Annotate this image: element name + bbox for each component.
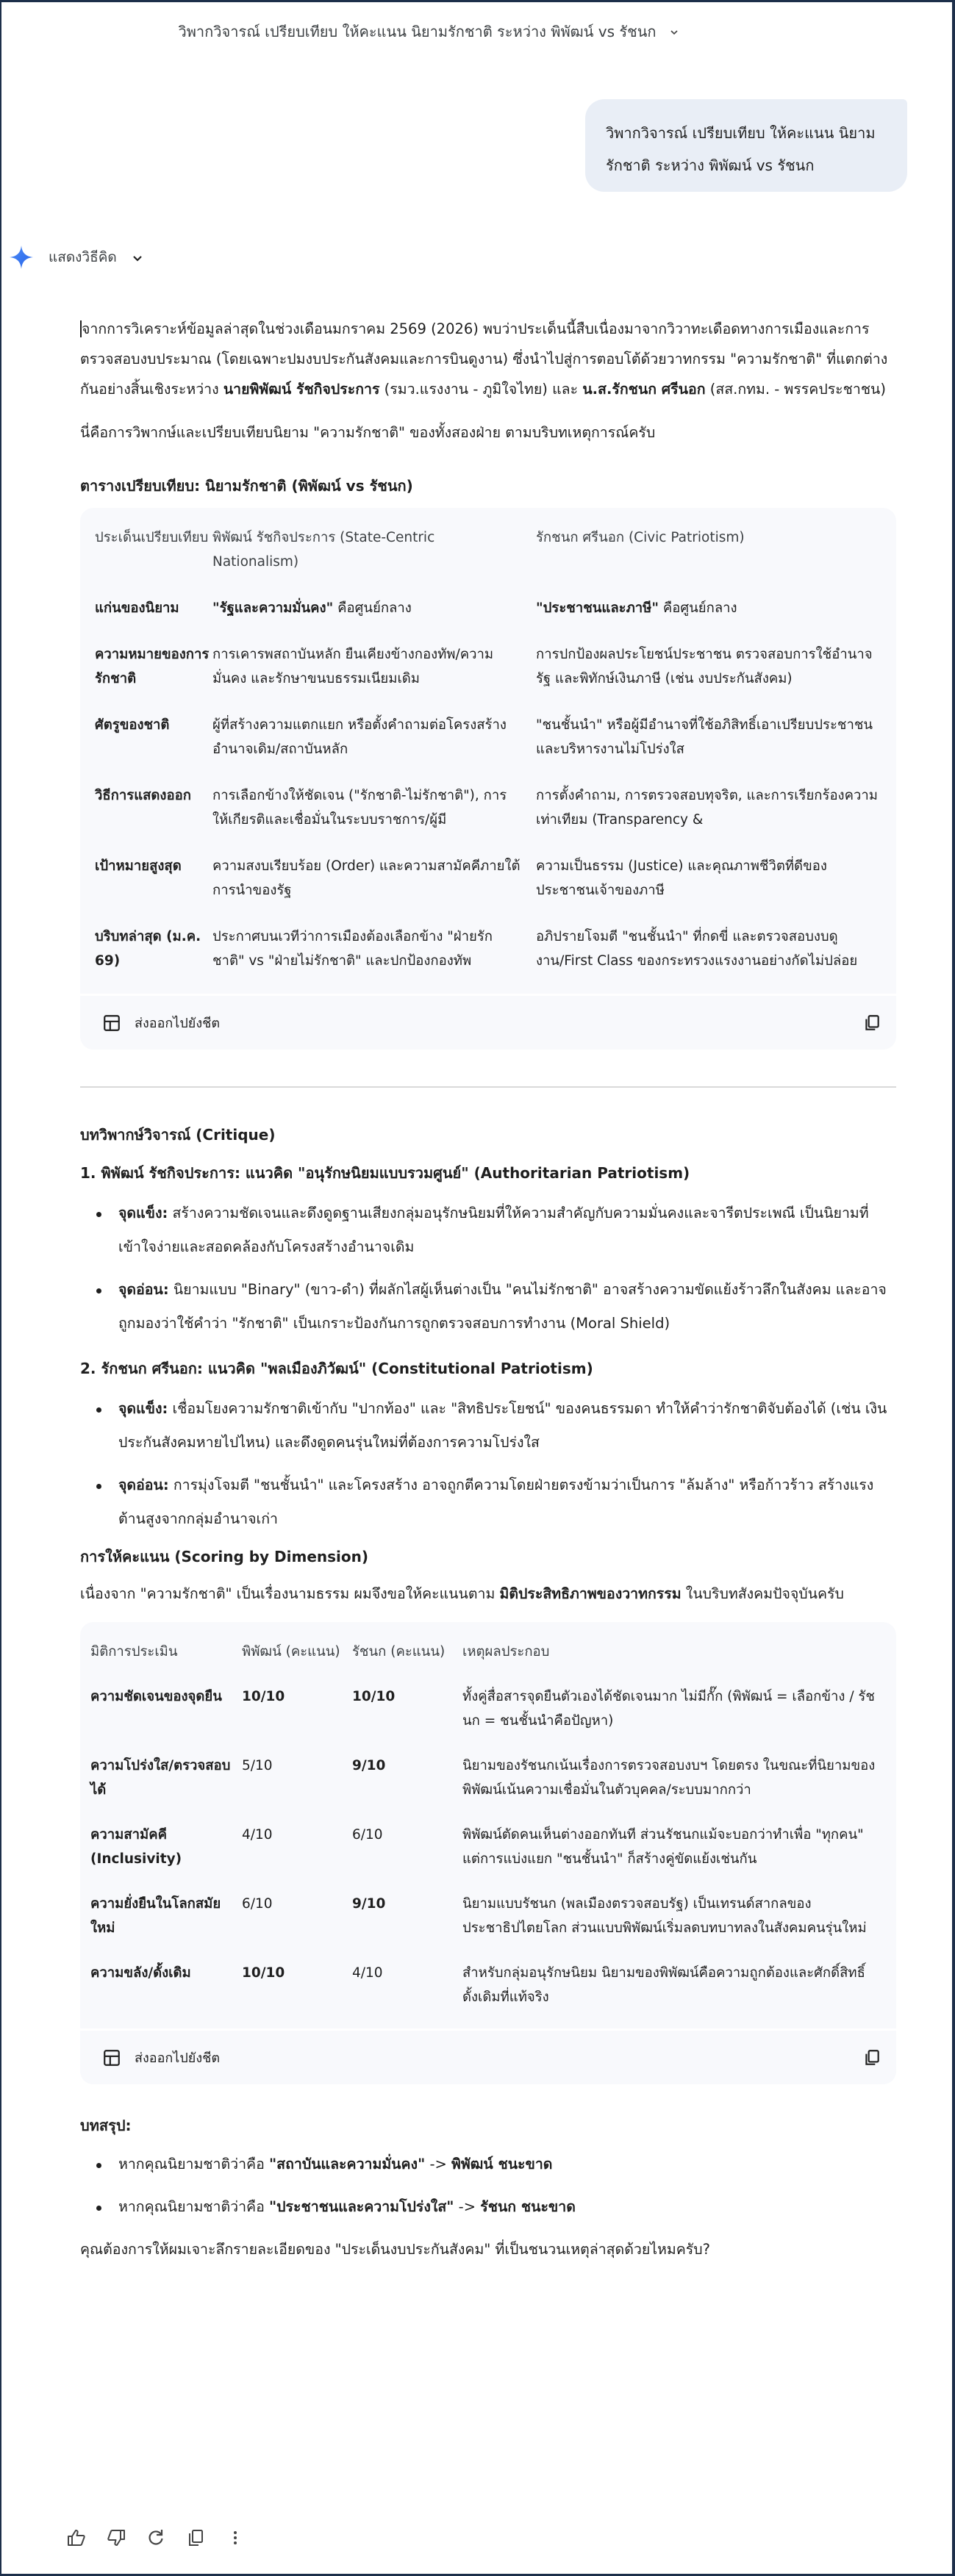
assistant-response [80, 311, 896, 2264]
pipat-score: 5/10 [242, 1758, 273, 1773]
pipat-score: 10/10 [242, 1689, 285, 1704]
rachanok-score: 9/10 [352, 1896, 386, 1912]
table-row: ความหมายของการรักชาติ การเคารพสถาบันหลัก ยืนเคียงข้างกองทัพ/ความมั่นคง และรักษาขนบธรรมเนียมเดิม การปกป้องผลประโยชน์ประชาชน ตรวจสอบการใช้อำนาจรัฐ และพิทักษ์เงินภาษี (เช่น งบประกันสังคม) [95, 647, 873, 686]
table-icon [102, 1013, 121, 1033]
chevron-down-icon [669, 26, 679, 37]
compare-table-heading: ตารางเปรียบเทียบ: นิยามรักชาติ (พิพัฒน์ vs รัชนก) [80, 477, 413, 495]
list-item: หากคุณนิยามชาติว่าคือ "ประชาชนและความโปร่งใส" -> รัชนก ชนะขาด [80, 2190, 896, 2224]
table-header-row [80, 520, 896, 590]
show-thinking-toggle[interactable] [9, 245, 142, 270]
export-to-sheets-button[interactable] [102, 1012, 220, 1033]
table-row: ความชัดเจนของจุดยืน 10/10 10/10 ทั้งคู่สื่อสารจุดยืนตัวเองได้ชัดเจนมาก ไม่มีกั๊ก (พิพัฒน์ = เลือกข้าง / รัชนก = ชนชั้นนำคือปัญหา) [80, 1679, 896, 1748]
table-row: ความขลัง/ดั้งเดิม 10/10 4/10 สำหรับกลุ่มอนุรักษนิยม นิยามของพิพัฒน์คือความถูกต้องและศักดิ์สิทธิ์ดั้งเดิมที่แท้จริง [80, 1955, 896, 2024]
table-row: บริบทล่าสุด (ม.ค. 69) ประกาศบนเวทีว่าการเมืองต้องเลือกข้าง "ฝ่ายรักชาติ" vs "ฝ่ายไม่รักชาติ" และปกป้องกองทัพ อภิปรายโจมตี "ชนชั้นนำ" ที่กดขี่ และตรวจสอบงบดูงาน/First Class ของกระทรวงแรงงานอย่างกัดไม่ปล่อย [95, 929, 858, 969]
critique-pipat-list [80, 1196, 896, 1341]
list-item: จุดแข็ง: เชื่อมโยงความรักชาติเข้ากับ "ปากท้อง" และ "สิทธิประโยชน์" ของคนธรรมดา ทำให้คำว่ารักชาติจับต้องได้ (เช่น เงินประกันสังคมหายไปไหน) และดึงดูดคนรุ่นใหม่ที่ต้องการความโปร่งใส [80, 1392, 896, 1460]
table-row: ความยั่งยืนในโลกสมัยใหม่ 6/10 9/10 นิยามแบบรัชนก (พลเมืองตรวจสอบรัฐ) เป็นเทรนด์สากลของประชาธิปไตยโลก ส่วนแบบพิพัฒน์เริ่มลดบทบาทลงในสังคมคนรุ่นใหม่ [80, 1886, 896, 1955]
copy-icon [862, 2048, 881, 2067]
list-item: จุดอ่อน: การมุ่งโจมตี "ชนชั้นนำ" และโครงสร้าง อาจถูกตีความโดยฝ่ายตรงข้ามว่าเป็นการ "ล้มล้าง" หรือก้าวร้าว สร้างแรงต้านสูงจากกลุ่มอำนาจเก่า [80, 1468, 896, 1536]
critique-heading: บทวิพากษ์วิจารณ์ (Critique) [80, 1126, 276, 1144]
table-footer [80, 2028, 896, 2084]
table-icon [102, 2048, 121, 2067]
column-header: ประเด็นเปรียบเทียบ [95, 530, 209, 545]
table-row: ศัตรูของชาติ ผู้ที่สร้างความแตกแยก หรือตั้งคำถามต่อโครงสร้างอำนาจเดิม/สถาบันหลัก "ชนชั้นนำ" หรือผู้มีอำนาจที่ใช้อภิสิทธิ์เอาเปรียบประชาชน และบริหารงานไม่โปร่งใส [95, 717, 873, 757]
conversation-title-button[interactable] [179, 20, 680, 43]
copy-icon[interactable] [185, 2527, 206, 2548]
conversation-title: วิพากวิจารณ์ เปรียบเทียบ ให้คะแนน นิยามรักชาติ ระหว่าง พิพัฒน์ vs รัชนก [178, 23, 657, 40]
compare-table-container [80, 508, 896, 1050]
thumbs-down-icon[interactable] [106, 2527, 126, 2548]
regenerate-icon[interactable] [146, 2527, 166, 2548]
pipat-score: 6/10 [242, 1896, 273, 1912]
list-item: หากคุณนิยามชาติว่าคือ "สถาบันและความมั่นคง" -> พิพัฒน์ ชนะขาด [80, 2148, 896, 2181]
table-row: ความโปร่งใส/ตรวจสอบได้ 5/10 9/10 นิยามของรัชนกเน้นเรื่องการตรวจสอบงบฯ โดยตรง ในขณะที่นิยามของพิพัฒน์เน้นความเชื่อมั่นในตัวบุคคล/ระบบมากกว่า [80, 1748, 896, 1817]
response-actions [66, 2527, 246, 2548]
section-divider [80, 1086, 896, 1088]
compare-table [80, 520, 896, 989]
critique-rachanok-title: 2. รักชนก ศรีนอก: แนวคิด "พลเมืองภิวัฒน์" (Constitutional Patriotism) [80, 1360, 593, 1377]
scoring-heading: การให้คะแนน (Scoring by Dimension) [80, 1548, 369, 1565]
table-footer [80, 994, 896, 1050]
column-header: พิพัฒน์ รัชกิจประการ (State-Centric Nationalism) [212, 530, 435, 570]
column-header: พิพัฒน์ (คะแนน) [242, 1644, 340, 1660]
list-item: จุดแข็ง: สร้างความชัดเจนและดึงดูดฐานเสียงกลุ่มอนุรักษนิยมที่ให้ความสำคัญกับความมั่นคงและจารีตประเพณี เป็นนิยามที่เข้าใจง่ายและสอดคล้องกับโครงสร้างอำนาจเดิม [80, 1196, 896, 1264]
thumbs-up-icon[interactable] [66, 2527, 87, 2548]
column-header: มิติการประเมิน [90, 1644, 178, 1660]
column-header: รัชนก (คะแนน) [352, 1644, 446, 1660]
column-header: เหตุผลประกอบ [462, 1644, 550, 1660]
rachanok-name: น.ส.รักชนก ศรีนอก [582, 381, 706, 398]
more-options-icon[interactable] [225, 2527, 246, 2548]
pipat-name: นายพิพัฒน์ รัชกิจประการ [223, 381, 380, 398]
export-label: ส่งออกไปยังชีต [135, 1016, 221, 1031]
copy-table-button[interactable] [862, 1013, 881, 1033]
rachanok-score: 10/10 [352, 1689, 396, 1704]
table-row: เป้าหมายสูงสุด ความสงบเรียบร้อย (Order) และความสามัคคีภายใต้การนำของรัฐ ความเป็นธรรม (Justice) และคุณภาพชีวิตที่ดีของประชาชนเจ้าของภาษี [95, 858, 827, 898]
table-row: ความสามัคคี (Inclusivity) 4/10 6/10 พิพัฒน์ตัดคนเห็นต่างออกทันที ส่วนรัชนกแม้จะบอกว่าทำเพื่อ "ทุกคน" แต่การแบ่งแยก "ชนชั้นนำ" ก็สร้างคู่ขัดแย้งเช่นกัน [80, 1817, 896, 1886]
summary-heading: บทสรุป: [80, 2117, 132, 2134]
table-header-row [80, 1634, 896, 1679]
scoring-intro: เนื่องจาก "ความรักชาติ" เป็นเรื่องนามธรรม ผมจึงขอให้คะแนนตาม มิติประสิทธิภาพของวาทกรรม ในบริบทสังคมปัจจุบันครับ [80, 1585, 844, 1602]
intro-paragraph: จากการวิเคราะห์ข้อมูลล่าสุดในช่วงเดือนมกราคม 2569 (2026) พบว่าประเด็นนี้สืบเนื่องมาจากวิวาทะเดือดทางการเมืองและการตรวจสอบงบประมาณ (โดยเฉพาะปมงบประกันสังคมและการบินดูงาน) ซึ่งนำไปสู่การตอบโต้ด้วยวาทกรรม "ความรักชาติ" ที่แตกต่างกันอย่างสิ้นเชิงระหว่าง นายพิพัฒน์ รัชกิจประการ (รมว.แรงงาน - ภูมิใจไทย) และ น.ส.รักชนก ศรีนอก (สส.กทม. - พรรคประชาชน) [80, 320, 888, 398]
critique-rachanok-list [80, 1392, 896, 1536]
followup-question: คุณต้องการให้ผมเจาะลึกรายละเอียดของ "ประเด็นงบประกันสังคม" ที่เป็นชนวนเหตุล่าสุดด้วยไหมครับ? [80, 2241, 711, 2258]
copy-icon [862, 1013, 881, 1033]
export-to-sheets-button[interactable] [102, 2047, 220, 2068]
copy-table-button[interactable] [862, 2048, 881, 2067]
rachanok-score: 4/10 [352, 1965, 383, 1981]
chevron-down-icon [132, 252, 142, 262]
list-item: จุดอ่อน: นิยามแบบ "Binary" (ขาว-ดำ) ที่ผลักไสผู้เห็นต่างเป็น "คนไม่รักชาติ" อาจสร้างความขัดแย้งร้าวลึกในสังคม และอาจถูกมองว่าใช้คำว่า "รักชาติ" เป็นเกราะป้องกันการถูกตรวจสอบการทำงาน (Moral Shield) [80, 1273, 896, 1341]
pipat-score: 4/10 [242, 1827, 273, 1843]
rachanok-score: 6/10 [352, 1827, 383, 1843]
score-table-container [80, 1622, 896, 2084]
table-row: วิธีการแสดงออก การเลือกข้างให้ชัดเจน ("รักชาติ-ไม่รักชาติ"), การให้เกียรติและเชื่อมั่นในระบบราชการ/ผู้มี การตั้งคำถาม, การตรวจสอบทุจริต, และการเรียกร้องความเท่าเทียม (Transparency & [95, 788, 878, 828]
summary-list [80, 2148, 896, 2224]
table-row: แก่นของนิยาม "รัฐและความมั่นคง" คือศูนย์กลาง "ประชาชนและภาษี" คือศูนย์กลาง [95, 600, 737, 616]
user-message-text: วิพากวิจารณ์ เปรียบเทียบ ให้คะแนน นิยามรักชาติ ระหว่าง พิพัฒน์ vs รัชนก [606, 124, 876, 174]
critique-pipat-title: 1. พิพัฒน์ รัชกิจประการ: แนวคิด "อนุรักษนิยมแบบรวมศูนย์" (Authoritarian Patriotism) [80, 1164, 690, 1182]
conversation-header [1, 2, 952, 61]
score-table [80, 1634, 896, 2024]
show-thinking-label: แสดงวิธีคิด [49, 249, 117, 265]
sparkle-icon [9, 245, 34, 270]
user-message-bubble [585, 99, 907, 192]
column-header: รักชนก ศรีนอก (Civic Patriotism) [536, 530, 745, 545]
chat-page [1, 2, 952, 2574]
pipat-score: 10/10 [242, 1965, 285, 1981]
rachanok-score: 9/10 [352, 1758, 386, 1773]
export-label: ส่งออกไปยังชีต [135, 2051, 221, 2066]
intro-summary: นี่คือการวิพากษ์และเปรียบเทียบนิยาม "ความรักชาติ" ของทั้งสองฝ่าย ตามบริบทเหตุการณ์ครับ [80, 424, 656, 441]
